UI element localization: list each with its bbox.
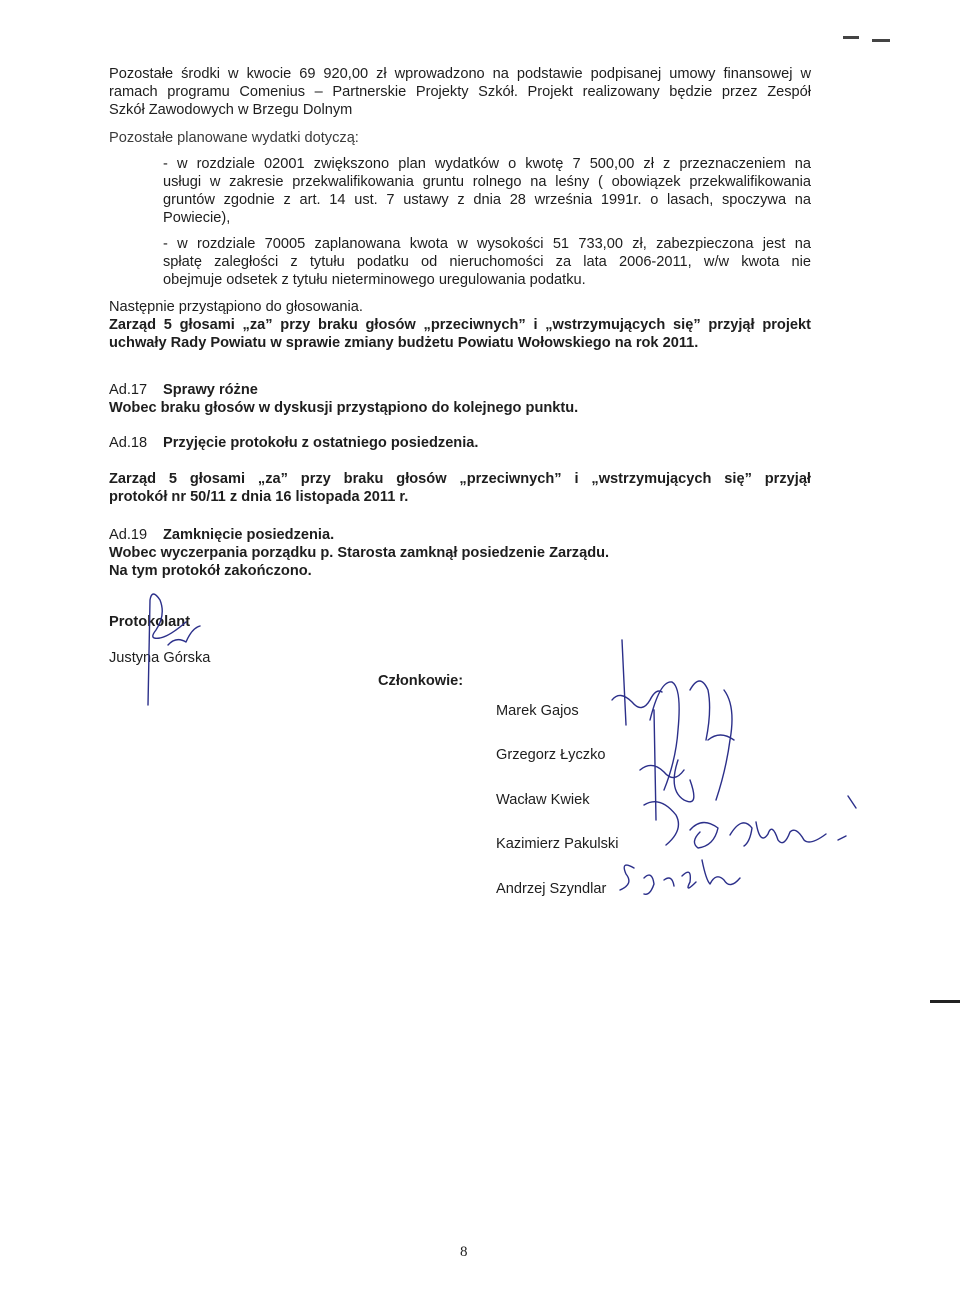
item-text: Wobec wyczerpania porządku p. Starosta zamknął posiedzenie Zarządu. bbox=[109, 545, 610, 561]
page-number: 8 bbox=[460, 1244, 468, 1260]
bullet-line: Powiecie), bbox=[163, 210, 231, 226]
protocol-name: Justyna Górska bbox=[109, 649, 211, 666]
paragraph-line: ramach programu Comenius – Partnerskie Projekty Szkół. Projekt realizowany będzie przez Zespół bbox=[109, 84, 811, 100]
item-text: protokół nr 50/11 z dnia 16 listopada 2011 r. bbox=[109, 489, 409, 505]
item-title: Zamknięcie posiedzenia. bbox=[163, 527, 335, 543]
signature-member-2 bbox=[640, 690, 734, 820]
signature-member-3 bbox=[644, 760, 694, 845]
member-name: Wacław Kwiek bbox=[496, 791, 590, 808]
item-text: Na tym protokół zakończono. bbox=[109, 563, 312, 579]
signature-tick bbox=[838, 796, 856, 840]
vote-intro: Następnie przystąpiono do głosowania. bbox=[109, 299, 363, 315]
bullet-line: gruntów zgodnie z art. 14 ust. 7 ustawy z dnia 28 września 1991r. o lasach, spoczywa na bbox=[163, 192, 811, 208]
member-name: Andrzej Szyndlar bbox=[496, 880, 607, 897]
paragraph-line: Pozostałe środki w kwocie 69 920,00 zł wprowadzono na podstawie podpisanej umowy finansowej w bbox=[109, 66, 811, 82]
protocol-label: Protokolant bbox=[109, 613, 191, 630]
vote-result-line: Zarząd 5 głosami „za” przy braku głosów „przeciwnych” i „wstrzymujących się” przyjął projekt bbox=[109, 317, 811, 333]
bullet-line: - w rozdziale 02001 zwiększono plan wydatków o kwotę 7 500,00 zł z przeznaczeniem na bbox=[163, 156, 811, 172]
item-title: Przyjęcie protokołu z ostatniego posiedzenia. bbox=[163, 435, 479, 451]
item-title: Sprawy różne bbox=[163, 382, 258, 398]
signature-member-4 bbox=[690, 822, 826, 848]
member-name: Marek Gajos bbox=[496, 702, 579, 719]
item-text: Wobec braku głosów w dyskusji przystąpiono do kolejnego punktu. bbox=[109, 400, 579, 416]
paragraph-line: Szkół Zawodowych w Brzegu Dolnym bbox=[109, 102, 353, 118]
signature-member-1 bbox=[612, 640, 710, 790]
bullet-line: obejmuje odsetek z tytułu nieterminowego uregulowania podatku. bbox=[163, 272, 586, 288]
item-number: Ad.19 bbox=[109, 527, 148, 543]
item-text: Zarząd 5 głosami „za” przy braku głosów „przeciwnych” i „wstrzymujących się” przyjął bbox=[109, 471, 811, 487]
signature-member-5 bbox=[620, 860, 740, 894]
item-number: Ad.17 bbox=[109, 382, 148, 398]
paragraph: Pozostałe planowane wydatki dotyczą: bbox=[109, 130, 359, 146]
bullet-line: usługi w zakresie przekwalifikowania gruntu rolnego na leśny ( obowiązek przekwalifikowania bbox=[163, 174, 811, 190]
signature-protocolant bbox=[148, 594, 200, 705]
item-number: Ad.18 bbox=[109, 435, 148, 451]
member-name: Kazimierz Pakulski bbox=[496, 835, 619, 852]
member-name: Grzegorz Łyczko bbox=[496, 746, 606, 763]
bullet-line: spłatę zaległości z tytułu podatku od nieruchomości za lata 2006-2011, w/w kwota nie bbox=[163, 254, 811, 270]
members-label: Członkowie: bbox=[378, 672, 464, 689]
bullet-line: - w rozdziale 70005 zaplanowana kwota w wysokości 51 733,00 zł, zabezpieczona jest na bbox=[163, 236, 811, 252]
vote-result-line: uchwały Rady Powiatu w sprawie zmiany budżetu Powiatu Wołowskiego na rok 2011. bbox=[109, 335, 699, 351]
